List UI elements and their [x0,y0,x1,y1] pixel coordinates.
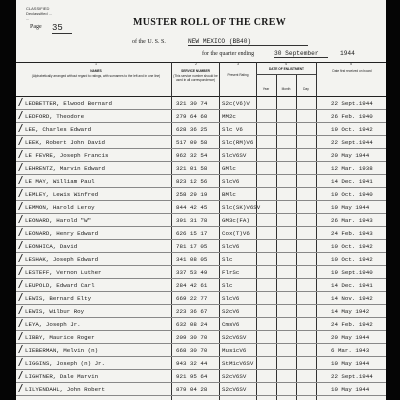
date-received: 19 Sept.1940 [331,269,373,276]
rating: SlcV6 [222,178,240,185]
date-received: 6 Mar. 1943 [331,347,370,354]
row-rule [16,161,386,162]
enlistment-divider [256,74,316,75]
table-row [16,254,386,266]
quarter-ending: 30 September [274,50,328,58]
service-number: 668 30 70 [176,347,208,354]
service-number: 321 01 58 [176,165,208,172]
page-label: Page [30,24,42,30]
crew-name: LEMLEY, Lewis Winfred [25,191,99,198]
rating: S2c(V6)V [222,100,250,107]
crew-name: LIBBY, Maurice Roger [25,334,95,341]
rating: S2cV6 [222,308,240,315]
rating: Cox(T)V6 [222,230,250,237]
date-received: 20 May 1944 [331,152,370,159]
crew-name: LEUPOLD, Edward Carl [25,282,95,289]
date-received: 20 May 1944 [331,334,370,341]
row-rule [16,330,386,331]
rating: StM1cV6SV [222,360,254,367]
column-number: 2 [195,62,197,66]
enlistment-day-header: Day [303,87,309,91]
column-number: 1 [95,62,97,66]
rating: SlcV6 [222,295,240,302]
service-number: 626 15 17 [176,230,208,237]
row-rule [16,278,386,279]
table-row [16,319,386,331]
table-row [16,358,386,370]
date-received: 26 Feb. 1940 [331,113,373,120]
table-row [16,345,386,357]
enlistment-year-header: Year [262,87,270,91]
row-rule [16,252,386,253]
column-number: 5 [350,62,352,66]
service-number: 284 42 61 [176,282,208,289]
column-number: 4 [285,62,287,66]
crew-name: LEEK, Robert John David [25,139,106,146]
rating: Slc [222,282,233,289]
table-row [16,124,386,136]
table-row [16,228,386,240]
crew-name: LILYENDAHL, John Robert [25,386,106,393]
enlistment-header: DATE OF ENLISTMENT [268,67,304,71]
service-number: 628 36 25 [176,126,208,133]
table-row [16,306,386,318]
rating: Slc V6 [222,126,243,133]
row-rule [16,148,386,149]
enlistment-month-header: Month [281,87,291,91]
rating: Mus1cV6 [222,347,247,354]
table-row [16,137,386,149]
rating: SlcV6 [222,243,240,250]
service-number: 258 29 19 [176,191,208,198]
table-row [16,371,386,383]
quarter-year: 1944 [340,50,355,57]
service-number: 321 30 74 [176,100,208,107]
date-received: 26 Mar. 1943 [331,217,373,224]
received-header: Date first received on board [332,69,372,73]
rating: Slc(RM)V6 [222,139,254,146]
date-received: 22 Sept.1944 [331,139,373,146]
date-received: 10 May 1944 [331,204,370,211]
row-rule [16,239,386,240]
page-number: 35 [52,23,72,34]
crew-name: LEONARD, Henry Edward [25,230,99,237]
row-rule [16,213,386,214]
service-number: 669 22 77 [176,295,208,302]
rating: S2cV6SV [222,386,247,393]
crew-name: LEWIS, Bernard Elty [25,295,92,302]
table-row [16,267,386,279]
service-number: 337 53 49 [176,269,208,276]
row-rule [16,122,386,123]
rating: GMlc [222,165,236,172]
rating: CmsV6 [222,321,240,328]
date-received: 19 Oct. 1940 [331,191,373,198]
row-rule [16,343,386,344]
rating: MM2c [222,113,236,120]
row-rule [16,356,386,357]
service-number: 921 95 64 [176,373,208,380]
row-rule [16,265,386,266]
stamp-line: Declassified ... [26,11,53,16]
date-received: 10 Oct. 1942 [331,256,373,263]
service-number: 879 04 28 [176,386,208,393]
date-received: 24 Feb. 1943 [331,230,373,237]
row-rule [16,135,386,136]
table-row [16,163,386,175]
crew-name: LEYA, Joseph Jr. [25,321,81,328]
service-number: 962 32 54 [176,152,208,159]
table-row [16,202,386,214]
ship-name: NEW MEXICO (BB40) [188,38,308,46]
service-number: 823 12 56 [176,178,208,185]
date-received: 19 Oct. 1942 [331,126,373,133]
service-number: 391 31 78 [176,217,208,224]
crew-name: LEWIS, Wilbur Roy [25,308,85,315]
date-received: 14 Dec. 1941 [331,282,373,289]
table-row [16,293,386,305]
table-header-bottom-border [16,96,386,97]
service-number: 279 64 60 [176,113,208,120]
service-number: 943 32 44 [176,360,208,367]
row-rule [16,317,386,318]
crew-name: LIGGINS, Joseph (n) Jr. [25,360,106,367]
crew-name: LIEBERMAN, Melvin (n) [25,347,99,354]
service-number: 223 36 67 [176,308,208,315]
rating: SlcV6SV [222,152,247,159]
service-number-note: (This service number should be used in all correspondence) [173,74,218,82]
date-received: 24 Feb. 1942 [331,321,373,328]
rating: S2cV6SV [222,373,247,380]
page-title: MUSTER ROLL OF THE CREW [133,17,287,28]
table-row [16,280,386,292]
row-rule [16,382,386,383]
crew-name: LEHRENTZ, Marvin Edward [25,165,106,172]
names-note: (Alphabetically arranged without regard to ratings, with surnames to the left and in one line) [31,74,161,78]
of-the-label: of the U. S. S. [132,39,166,45]
table-row [16,241,386,253]
crew-name: LEONHICA, David [25,243,78,250]
table-row [16,384,386,396]
column-number: 3 [237,62,239,66]
crew-name: LEE, Charles Edward [25,126,92,133]
crew-name: LEONARD, Harold "W" [25,217,92,224]
date-received: 14 May 1942 [331,308,370,315]
crew-name: LEDFORD, Theodore [25,113,85,120]
date-received: 14 Dec. 1941 [331,178,373,185]
service-number-header: SERVICE NUMBER [181,69,210,73]
row-rule [16,109,386,110]
crew-name: LEDBETTER, Elwood Bernard [25,100,112,107]
stamp-line: CLASSIFIED [26,6,50,11]
table-row [16,98,386,110]
rating-header: Present Rating [227,73,249,77]
table-row [16,215,386,227]
rating: Slc(SK)V6SV [222,204,261,211]
date-received: 22 Sept.1944 [331,373,373,380]
crew-name: LE MAY, William Paul [25,178,95,185]
rating: FlrSc [222,269,240,276]
classification-stamp [26,6,52,21]
table-row [16,111,386,123]
crew-name: LIGHTNER, Dale Marvin [25,373,99,380]
table-row [16,189,386,201]
row-rule [16,291,386,292]
date-received: 10 May 1944 [331,386,370,393]
service-number: 781 17 05 [176,243,208,250]
service-number: 341 08 05 [176,256,208,263]
crew-name: LE FEVRE, Joseph Francis [25,152,109,159]
row-rule [16,369,386,370]
service-number: 844 42 45 [176,204,208,211]
rating: Slc [222,256,233,263]
row-rule [16,226,386,227]
table-row [16,332,386,344]
rating: GM3c(FA) [222,217,250,224]
table-row [16,150,386,162]
crew-name: LESHAK, Joseph Edward [25,256,99,263]
row-rule [16,304,386,305]
service-number: 632 08 24 [176,321,208,328]
rating: BMlc [222,191,236,198]
muster-roll-sheet [16,0,386,400]
date-received: 10 May 1944 [331,360,370,367]
table-row [16,176,386,188]
date-received: 14 Nov. 1942 [331,295,373,302]
date-received: 10 Oct. 1942 [331,243,373,250]
service-number: 209 30 70 [176,334,208,341]
rating: S2cV6SV [222,334,247,341]
row-rule [16,174,386,175]
row-rule [16,200,386,201]
row-rule [16,187,386,188]
date-received: 12 Mar. 1938 [331,165,373,172]
service-number: 517 09 58 [176,139,208,146]
names-header: NAMES [90,69,102,73]
quarter-label: for the quarter ending [202,51,255,57]
date-received: 22 Sept.1944 [331,100,373,107]
crew-name: LESTEFF, Vernon Luther [25,269,102,276]
stamp-line: ... [26,16,30,21]
crew-name: LEMMON, Harold Leroy [25,204,95,211]
row-rule [16,395,386,396]
